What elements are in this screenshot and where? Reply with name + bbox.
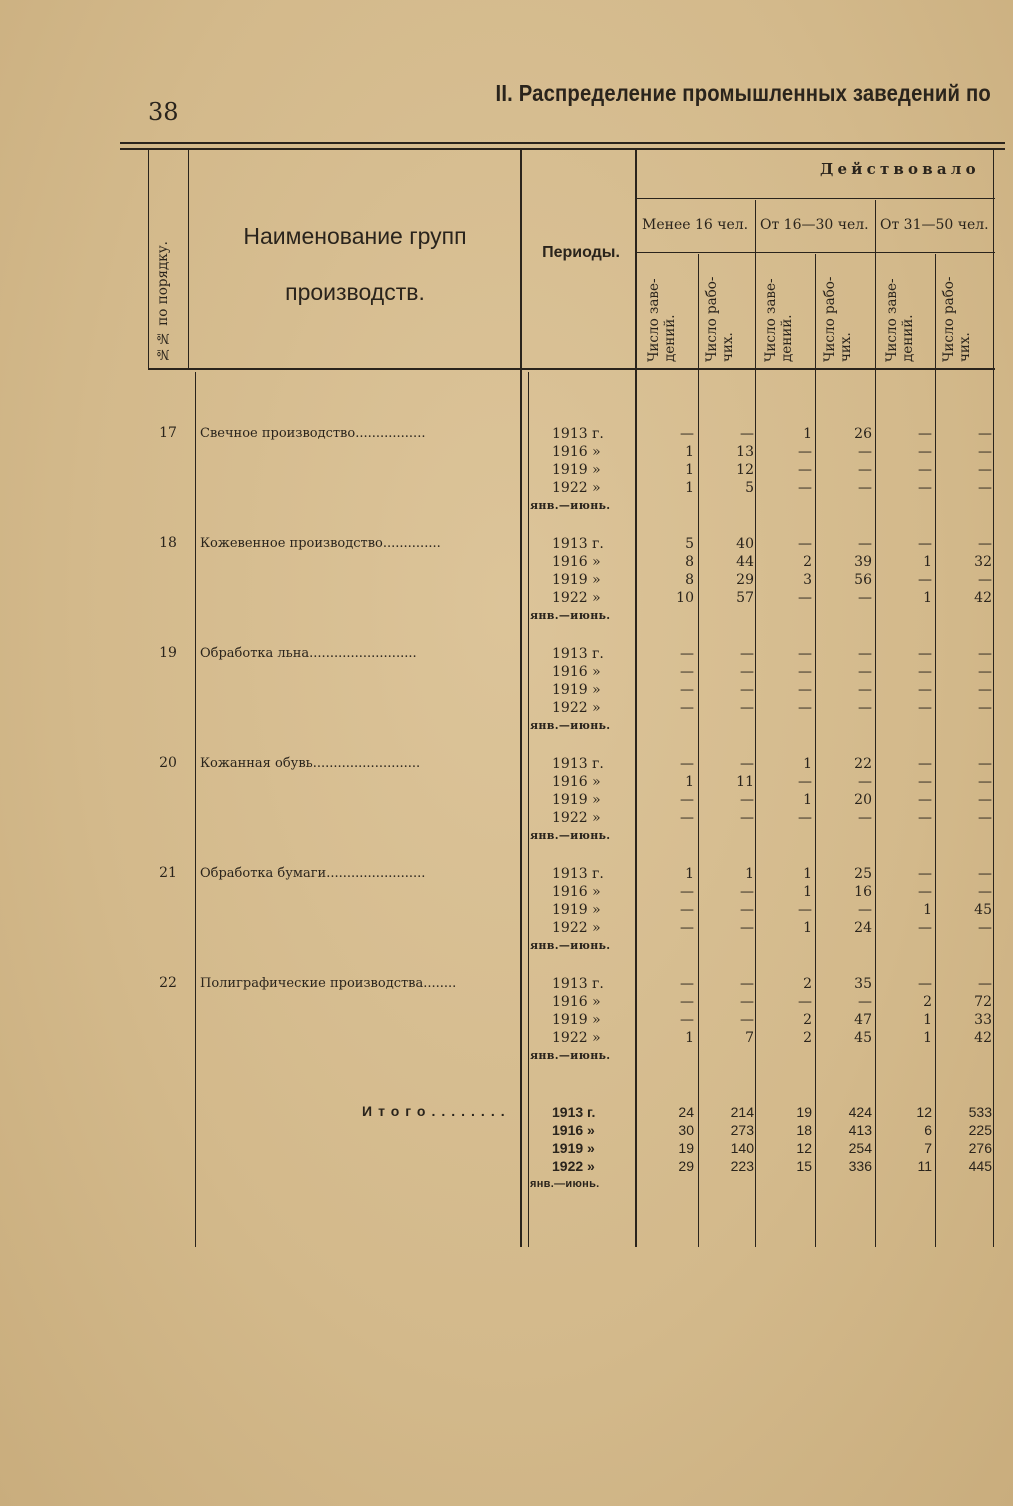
table-cell: 140 — [730, 1140, 754, 1156]
table-cell: — — [798, 994, 812, 1010]
table-cell: — — [740, 646, 754, 662]
row-number: 22 — [159, 975, 177, 991]
table-top-rule-2 — [120, 148, 1005, 150]
table-cell: 7 — [745, 1030, 754, 1046]
operated-rule — [637, 198, 995, 199]
table-cell: 445 — [968, 1158, 992, 1174]
table-cell: 2 — [803, 1030, 812, 1046]
period-extension: янв.—июнь. — [530, 939, 611, 952]
col-line — [935, 254, 936, 1247]
table-cell: — — [918, 444, 932, 460]
table-cell: — — [798, 664, 812, 680]
table-cell: — — [740, 792, 754, 808]
table-cell: 273 — [730, 1122, 754, 1138]
sub-head-establishments: Число заве- дений. — [646, 278, 678, 362]
table-cell: — — [798, 646, 812, 662]
table-cell: — — [978, 682, 992, 698]
col-head-operated: Действовало — [820, 160, 980, 178]
period-list — [530, 975, 630, 1065]
period-extension: янв.—июнь. — [530, 609, 611, 622]
table-cell: — — [918, 884, 932, 900]
table-cell: 44 — [736, 554, 754, 570]
table-cell: — — [798, 774, 812, 790]
table-cell: — — [918, 682, 932, 698]
table-cell: 1 — [685, 462, 694, 478]
table-cell: 12 — [916, 1104, 932, 1120]
table-cell: — — [680, 682, 694, 698]
sub-head-workers: Число рабо- чих. — [822, 276, 854, 362]
table-cell: — — [978, 646, 992, 662]
table-cell: — — [858, 536, 872, 552]
table-cell: 413 — [848, 1122, 872, 1138]
industry-name: Кожанная обувь.......................... — [200, 756, 421, 771]
table-cell: 1 — [803, 792, 812, 808]
col-line — [815, 254, 816, 1247]
table-cell: — — [798, 682, 812, 698]
table-cell: — — [740, 664, 754, 680]
table-cell: 19 — [796, 1104, 812, 1120]
table-cell: — — [680, 756, 694, 772]
col-head-name: Наименование групп производств. — [243, 223, 467, 305]
table-cell: 35 — [854, 976, 872, 992]
table-cell: 336 — [848, 1158, 872, 1174]
table-cell: — — [680, 1012, 694, 1028]
table-cell: — — [680, 920, 694, 936]
table-cell: 424 — [848, 1104, 872, 1120]
table-cell: 56 — [854, 572, 872, 588]
table-cell: — — [680, 646, 694, 662]
sub-head-establishments: Число заве- дений. — [763, 278, 795, 362]
period-year: 1919 » — [552, 902, 601, 918]
table-cell: 10 — [676, 590, 694, 606]
col-line — [195, 372, 196, 1247]
period-year: 1916 » — [552, 994, 601, 1010]
table-cell: 6 — [924, 1122, 932, 1138]
period-list — [530, 645, 630, 735]
table-cell: — — [680, 902, 694, 918]
period-year: 1916 » — [552, 664, 601, 680]
table-cell: 1 — [745, 866, 754, 882]
table-cell: — — [858, 994, 872, 1010]
table-cell: 1 — [803, 920, 812, 936]
table-cell: 225 — [968, 1122, 992, 1138]
table-cell: — — [680, 976, 694, 992]
row-number: 18 — [159, 535, 177, 551]
table-cell: 223 — [730, 1158, 754, 1174]
page-number: 38 — [148, 98, 179, 126]
table-cell: — — [680, 792, 694, 808]
table-cell: 11 — [736, 774, 754, 790]
table-top-rule — [120, 142, 1005, 144]
table-cell: — — [918, 756, 932, 772]
row-number: 17 — [159, 425, 177, 441]
industry-name: Свечное производство................. — [200, 426, 426, 441]
table-cell: 533 — [968, 1104, 992, 1120]
table-cell: — — [918, 792, 932, 808]
table-cell: 40 — [736, 536, 754, 552]
table-cell: 22 — [854, 756, 872, 772]
table-cell: 26 — [854, 426, 872, 442]
table-cell: — — [918, 646, 932, 662]
sub-head-workers: Число рабо- чих. — [941, 276, 973, 362]
col-head-order: №№ по порядку. — [155, 241, 171, 362]
table-cell: — — [798, 700, 812, 716]
table-cell: — — [978, 884, 992, 900]
table-cell: 2 — [803, 976, 812, 992]
table-cell: 1 — [923, 590, 932, 606]
period-year: 1922 » — [552, 1030, 601, 1046]
row-number: 21 — [159, 865, 177, 881]
table-cell: 19 — [678, 1140, 694, 1156]
page-title: II. Распределение промышленных заведений по — [495, 80, 991, 106]
table-cell: — — [978, 536, 992, 552]
period-year: 1913 г. — [552, 976, 604, 992]
table-cell: — — [978, 792, 992, 808]
table-cell: — — [978, 866, 992, 882]
table-cell: — — [680, 700, 694, 716]
group-rule — [637, 252, 995, 253]
table-cell: — — [798, 444, 812, 460]
table-cell: 276 — [968, 1140, 992, 1156]
table-cell: — — [798, 902, 812, 918]
col-line — [698, 254, 699, 1247]
industry-name: Кожевенное производство.............. — [200, 536, 441, 551]
period-year: 1922 » — [552, 700, 601, 716]
period-year: 1919 » — [552, 1012, 601, 1028]
table-cell: — — [740, 700, 754, 716]
col-head-periods: Периоды. — [542, 244, 620, 261]
col-line — [875, 200, 876, 1247]
table-cell: 5 — [685, 536, 694, 552]
period-year: 1916 » — [552, 774, 601, 790]
table-cell: — — [740, 976, 754, 992]
period-year: 1913 г. — [552, 426, 604, 442]
table-cell: — — [918, 536, 932, 552]
table-cell: — — [858, 444, 872, 460]
table-cell: — — [798, 462, 812, 478]
period-year: 1913 г. — [552, 866, 604, 882]
table-cell: — — [858, 664, 872, 680]
period-year: 1922 » — [552, 810, 601, 826]
period-extension: янв.—июнь. — [530, 1178, 600, 1190]
group-head-16-30: От 16—30 чел. — [760, 217, 869, 233]
table-cell: — — [918, 462, 932, 478]
table-cell: 12 — [736, 462, 754, 478]
group-head-31-50: От 31—50 чел. — [880, 217, 989, 233]
table-cell: — — [740, 426, 754, 442]
table-cell: — — [978, 480, 992, 496]
table-cell: 1 — [923, 1030, 932, 1046]
table-cell: 30 — [678, 1122, 694, 1138]
col-line — [755, 200, 756, 1247]
col-line — [188, 150, 189, 370]
table-cell: — — [918, 664, 932, 680]
table-cell: — — [978, 976, 992, 992]
table-cell: — — [918, 810, 932, 826]
industry-name: Обработка бумаги........................ — [200, 866, 426, 881]
table-cell: — — [858, 590, 872, 606]
table-cell: 39 — [854, 554, 872, 570]
table-cell: 254 — [848, 1140, 872, 1156]
table-cell: — — [858, 774, 872, 790]
table-cell: — — [918, 700, 932, 716]
table-cell: 1 — [685, 1030, 694, 1046]
table-cell: — — [978, 756, 992, 772]
table-cell: 8 — [685, 554, 694, 570]
period-list — [530, 425, 630, 515]
table-cell: 11 — [917, 1158, 932, 1174]
table-cell: 45 — [854, 1030, 872, 1046]
table-cell: — — [740, 884, 754, 900]
table-cell: — — [918, 976, 932, 992]
table-cell: — — [798, 810, 812, 826]
period-extension: янв.—июнь. — [530, 719, 611, 732]
period-list — [530, 755, 630, 845]
table-cell: — — [858, 462, 872, 478]
period-list — [530, 1103, 630, 1193]
period-year: 1919 » — [552, 462, 601, 478]
table-cell: — — [918, 480, 932, 496]
period-year: 1913 г. — [552, 1104, 596, 1120]
table-cell: — — [918, 866, 932, 882]
period-year: 1922 » — [552, 590, 601, 606]
table-cell: 72 — [974, 994, 992, 1010]
table-cell: 1 — [685, 444, 694, 460]
table-cell: 25 — [854, 866, 872, 882]
table-cell: 5 — [745, 480, 754, 496]
table-cell: — — [978, 462, 992, 478]
col-line — [148, 150, 149, 370]
table-cell: 1 — [685, 480, 694, 496]
table-cell: — — [740, 810, 754, 826]
table-cell: 1 — [803, 756, 812, 772]
table-cell: 47 — [854, 1012, 872, 1028]
table-cell: 16 — [854, 884, 872, 900]
table-cell: 2 — [803, 1012, 812, 1028]
table-cell: — — [858, 902, 872, 918]
table-cell: 42 — [974, 590, 992, 606]
table-cell: — — [918, 920, 932, 936]
table-cell: 8 — [685, 572, 694, 588]
table-cell: — — [858, 682, 872, 698]
table-cell: 13 — [736, 444, 754, 460]
table-cell: 1 — [923, 1012, 932, 1028]
table-cell: — — [680, 810, 694, 826]
group-head-under-16: Менее 16 чел. — [642, 217, 749, 233]
table-cell: — — [680, 664, 694, 680]
period-extension: янв.—июнь. — [530, 829, 611, 842]
table-cell: — — [978, 920, 992, 936]
table-cell: — — [680, 884, 694, 900]
col-line — [528, 372, 529, 1247]
table-cell: 15 — [796, 1158, 812, 1174]
table-cell: 1 — [803, 866, 812, 882]
table-cell: 3 — [803, 572, 812, 588]
table-cell: — — [740, 756, 754, 772]
table-cell: 214 — [730, 1104, 754, 1120]
table-cell: — — [858, 810, 872, 826]
period-year: 1919 » — [552, 682, 601, 698]
row-number: 20 — [159, 755, 177, 771]
period-year: 1913 г. — [552, 536, 604, 552]
table-cell: — — [740, 682, 754, 698]
period-year: 1916 » — [552, 554, 601, 570]
table-cell: 1 — [685, 774, 694, 790]
table-cell: 24 — [854, 920, 872, 936]
table-cell: — — [978, 572, 992, 588]
table-cell: — — [978, 426, 992, 442]
table-cell: 1 — [923, 554, 932, 570]
table-cell: 29 — [736, 572, 754, 588]
table-cell: 20 — [854, 792, 872, 808]
table-cell: — — [918, 572, 932, 588]
table-cell: — — [858, 480, 872, 496]
table-cell: 1 — [923, 902, 932, 918]
table-cell: — — [918, 426, 932, 442]
industry-name: Полиграфические производства........ — [200, 976, 457, 991]
table-cell: 45 — [974, 902, 992, 918]
table-cell: 2 — [923, 994, 932, 1010]
col-line — [635, 150, 637, 1247]
table-cell: — — [978, 664, 992, 680]
table-cell: — — [740, 902, 754, 918]
table-cell: 12 — [796, 1140, 812, 1156]
table-cell: 57 — [736, 590, 754, 606]
period-year: 1913 г. — [552, 646, 604, 662]
col-line — [993, 150, 994, 1247]
period-extension: янв.—июнь. — [530, 1049, 611, 1062]
table-cell: 1 — [803, 426, 812, 442]
industry-name: Обработка льна.......................... — [200, 646, 417, 661]
table-cell: 24 — [678, 1104, 694, 1120]
table-cell: 1 — [685, 866, 694, 882]
table-cell: — — [978, 700, 992, 716]
period-extension: янв.—июнь. — [530, 499, 611, 512]
period-list — [530, 535, 630, 625]
table-cell: — — [740, 1012, 754, 1028]
table-cell: 7 — [924, 1140, 932, 1156]
period-list — [530, 865, 630, 955]
table-cell: — — [740, 994, 754, 1010]
period-year: 1922 » — [552, 920, 601, 936]
table-cell: 1 — [803, 884, 812, 900]
table-cell: — — [798, 536, 812, 552]
totals-label: Итого........ — [362, 1103, 511, 1119]
table-cell: — — [978, 774, 992, 790]
period-year: 1919 » — [552, 792, 601, 808]
table-cell: — — [978, 444, 992, 460]
period-year: 1913 г. — [552, 756, 604, 772]
table-cell: 18 — [796, 1122, 812, 1138]
table-cell: — — [680, 994, 694, 1010]
table-cell: — — [740, 920, 754, 936]
table-cell: 33 — [974, 1012, 992, 1028]
table-cell: — — [680, 426, 694, 442]
table-cell: — — [918, 774, 932, 790]
period-year: 1916 » — [552, 1122, 595, 1138]
period-year: 1919 » — [552, 1140, 595, 1156]
period-year: 1922 » — [552, 1158, 595, 1174]
table-cell: — — [798, 480, 812, 496]
table-cell: — — [978, 810, 992, 826]
table-cell: — — [858, 700, 872, 716]
table-cell: — — [798, 590, 812, 606]
col-line — [520, 150, 522, 1247]
period-year: 1916 » — [552, 444, 601, 460]
table-cell: — — [858, 646, 872, 662]
sub-head-workers: Число рабо- чих. — [704, 276, 736, 362]
period-year: 1916 » — [552, 884, 601, 900]
table-cell: 42 — [974, 1030, 992, 1046]
table-cell: 29 — [678, 1158, 694, 1174]
sub-head-establishments: Число заве- дений. — [884, 278, 916, 362]
header-bottom-rule — [148, 368, 995, 370]
period-year: 1922 » — [552, 480, 601, 496]
table-cell: 32 — [974, 554, 992, 570]
row-number: 19 — [159, 645, 177, 661]
period-year: 1919 » — [552, 572, 601, 588]
table-cell: 2 — [803, 554, 812, 570]
